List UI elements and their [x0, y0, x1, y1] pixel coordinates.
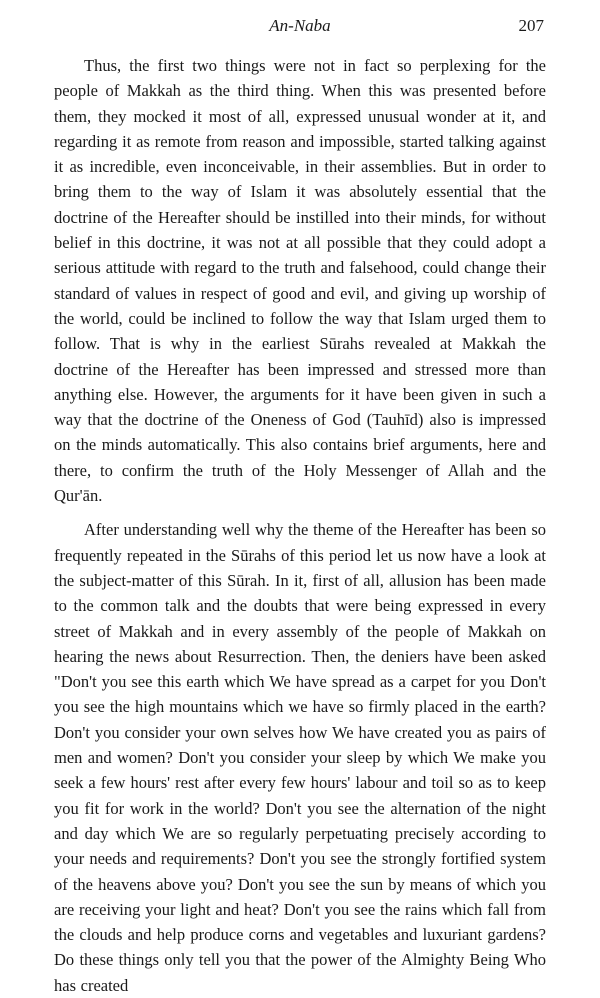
page-header [0, 14, 600, 38]
paragraph-2: After understanding well why the theme of the Hereafter has been so frequently repeated in the Sūrahs of this period let us now have a look at the subject-matter of this Sūrah. In it, first of all, allusion has been made to the common talk and the doubts that were being expressed in every street of Makkah and in every assembly of the people of Makkah on hearing the news about Resurrection. Then, the deniers have been asked "Don't you see this earth which We have spread as a carpet for you Don't you see the high mountains which we have so firmly placed in the earth? Don't you consider your own selves how We have created you as pairs of men and women? Don't you consider your sleep by which We make you seek a few hours' rest after every few hours' labour and toil so as to keep you fit for work in the world? Don't you see the alternation of the night and day which We are so regularly perpetuating precisely according to your needs and requirements? Don't you see the strongly fortified system of the heavens above you? Don't you see the sun by means of which you are receiving your light and heat? Don't you see the rains which fall from the clouds and help produce corns and vegetables and luxuriant gardens? Do these things only tell you that the power of the Almighty Being Who has created [54, 520, 546, 995]
page-number: 207 [518, 16, 544, 35]
body-text [54, 53, 546, 998]
running-title: An-Naba [269, 16, 331, 35]
paragraph-1: Thus, the first two things were not in fact so perplexing for the people of Makkah as the third thing. When this was presented before them, they mocked it most of all, expressed unusual wonder at it, and regarding it as remote from reason and impossible, started talking against it as incredible, even inconceivable, in their assemblies. But in order to bring them to the way of Islam it was absolutely essential that the doctrine of the Hereafter should be instilled into their minds, for without belief in this doctrine, it was not at all possible that they could adopt a serious attitude with regard to the truth and falsehood, could change their standard of values in respect of good and evil, and giving up worship of the world, could be inclined to follow the way that Islam urged them to follow. That is why in the earliest Sūrahs revealed at Makkah the doctrine of the Hereafter has been impressed and stressed more than anything else. However, the arguments for it have been given in such a way that the doctrine of the Oneness of God (Tauhīd) also is impressed on the minds automatically. This also contains brief arguments, here and there, to confirm the truth of the Holy Messenger of Allah and the Qur'ān. [54, 56, 546, 506]
